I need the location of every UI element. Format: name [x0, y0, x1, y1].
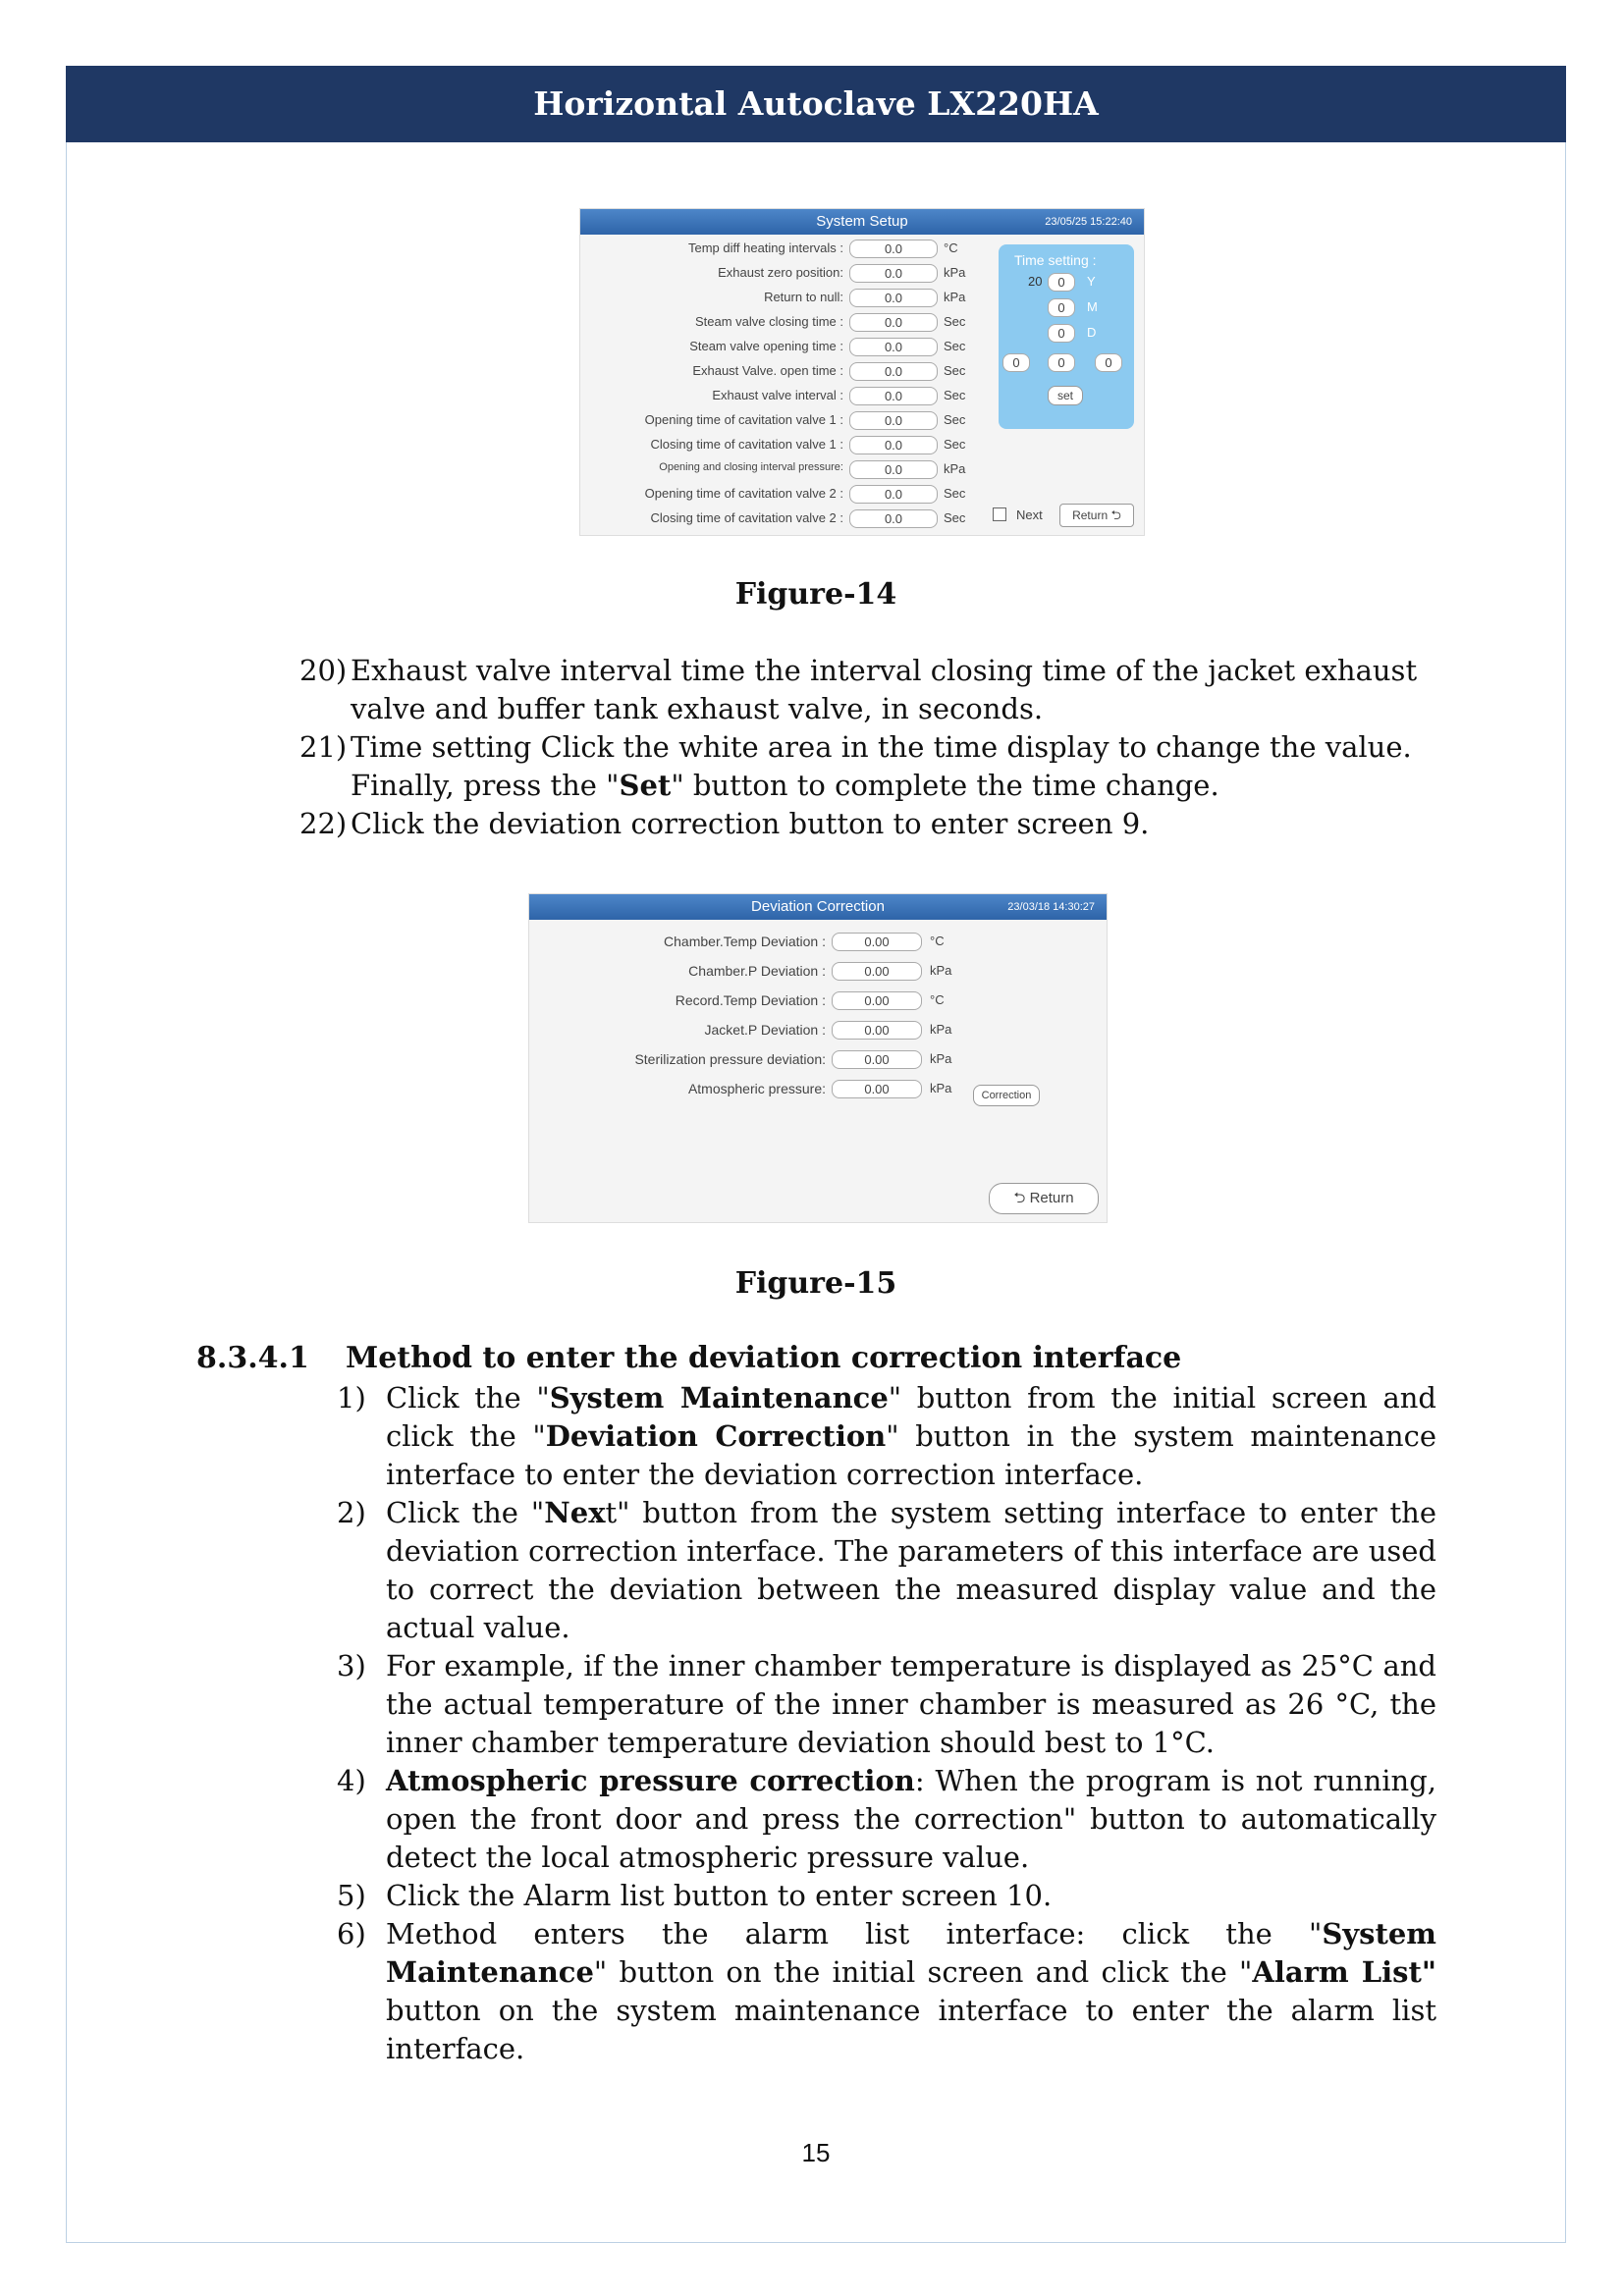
setting-value-field[interactable]: 0.0 [849, 240, 938, 258]
figure-14-caption: Figure-14 [734, 577, 897, 612]
screen-datetime: 23/05/25 15:22:40 [1045, 216, 1132, 228]
item-number: 22) [299, 807, 348, 840]
item-text: Click the deviation correction button to enter screen 9. [351, 807, 1150, 840]
setting-unit: Sec [944, 339, 966, 353]
deviation-unit: kPa [930, 963, 952, 978]
list-item [337, 1762, 1436, 1877]
item-number: 21) [299, 730, 348, 764]
setting-unit: Sec [944, 314, 966, 329]
deviation-label: Atmospheric pressure: [687, 1081, 826, 1096]
section-number: 8.3.4.1 [196, 1341, 309, 1375]
return-arrow-icon: ⮌ [1110, 507, 1121, 522]
setting-value-field[interactable]: 0.0 [849, 485, 938, 504]
setting-label: Opening and closing interval pressure: [659, 461, 843, 473]
figure-15-caption: Figure-15 [734, 1266, 897, 1301]
item-number: 5) [337, 1879, 366, 1912]
item-number: 6) [337, 1917, 366, 1950]
setting-unit: Sec [944, 363, 966, 378]
item-number: 4) [337, 1764, 366, 1797]
return-arrow-icon: ⮌ [1013, 1190, 1026, 1206]
hour-field[interactable]: 0 [1002, 353, 1030, 372]
setting-value-field[interactable]: 0.0 [849, 362, 938, 381]
setting-value-field[interactable]: 0.0 [849, 289, 938, 307]
setting-label: Exhaust valve interval : [712, 388, 843, 402]
correction-button[interactable]: Correction [973, 1085, 1040, 1106]
item-text: Click the "System Maintenance" button from the initial screen and click the "Deviation Correction" button in the system maintenance interface to enter the deviation correction interface. [386, 1381, 1436, 1491]
list-item [337, 1494, 1436, 1647]
return-label: Return [1072, 508, 1109, 522]
item-number: 2) [337, 1496, 366, 1529]
paragraph-list-a [299, 652, 1438, 843]
setting-value-field[interactable]: 0.0 [849, 436, 938, 454]
day-label: D [1087, 325, 1097, 340]
setting-unit: Sec [944, 412, 966, 427]
setting-value-field[interactable]: 0.0 [849, 264, 938, 283]
deviation-label: Record.Temp Deviation : [675, 992, 826, 1008]
setting-label: Return to null: [764, 290, 843, 304]
item-text: Click the Alarm list button to enter screen 10. [386, 1879, 1053, 1912]
deviation-correction-screen [528, 893, 1108, 1223]
list-item [299, 652, 1438, 728]
screen-title: System Setup [816, 213, 908, 230]
item-text: Exhaust valve interval time the interval closing time of the jacket exhaust valve and buffer tank exhaust valve, in seconds. [351, 654, 1418, 725]
return-button[interactable] [989, 1183, 1099, 1214]
deviation-unit: kPa [930, 1081, 952, 1095]
deviation-label: Jacket.P Deviation : [704, 1022, 826, 1038]
month-label: M [1087, 299, 1098, 314]
deviation-unit: kPa [930, 1051, 952, 1066]
item-text: Method enters the alarm list interface: click the "System Maintenance" button on the initial screen and click the "Alarm List" button on the system maintenance interface to enter the alarm list interface. [386, 1917, 1436, 2065]
year-prefix: 20 [1028, 274, 1043, 289]
system-setup-screen [579, 208, 1145, 536]
list-item [299, 805, 1438, 843]
deviation-label: Chamber.P Deviation : [688, 963, 826, 979]
list-item [337, 1647, 1436, 1762]
screen-title: Deviation Correction [751, 898, 885, 915]
deviation-label: Sterilization pressure deviation: [634, 1051, 826, 1067]
setting-value-field[interactable]: 0.0 [849, 387, 938, 405]
setting-unit: kPa [944, 290, 966, 304]
set-button[interactable]: set [1048, 386, 1083, 405]
setting-label: Opening time of cavitation valve 2 : [644, 486, 843, 501]
deviation-unit: °C [930, 992, 945, 1007]
day-field[interactable]: 0 [1048, 324, 1075, 343]
item-text: Click the "Next" button from the system setting interface to enter the deviation correction interface. The parameters of this interface are used to correct the deviation between the measured display value and the actual value. [386, 1496, 1436, 1644]
screen-title-bar [529, 894, 1107, 920]
deviation-unit: kPa [930, 1022, 952, 1037]
screen-title-bar [580, 209, 1144, 235]
section-title: Method to enter the deviation correction interface [346, 1341, 1182, 1375]
setting-label: Closing time of cavitation valve 2 : [650, 510, 843, 525]
method-steps-list [337, 1379, 1436, 2068]
item-number: 3) [337, 1649, 366, 1682]
setting-label: Steam valve closing time : [694, 314, 843, 329]
setting-unit: Sec [944, 388, 966, 402]
setting-value-field[interactable]: 0.0 [849, 509, 938, 528]
deviation-value-field[interactable]: 0.00 [832, 933, 922, 951]
setting-value-field[interactable]: 0.0 [849, 338, 938, 356]
setting-value-field[interactable]: 0.0 [849, 313, 938, 332]
setting-value-field[interactable]: 0.0 [849, 411, 938, 430]
year-label: Y [1087, 274, 1096, 289]
deviation-unit: °C [930, 934, 945, 948]
month-field[interactable]: 0 [1048, 298, 1075, 317]
setting-label: Steam valve opening time : [689, 339, 843, 353]
setting-unit: kPa [944, 265, 966, 280]
list-item [337, 1877, 1436, 1915]
setting-label: Exhaust zero position: [718, 265, 843, 280]
setting-unit: Sec [944, 486, 966, 501]
item-number: 1) [337, 1381, 366, 1415]
setting-label: Opening time of cavitation valve 1 : [644, 412, 843, 427]
deviation-value-field[interactable]: 0.00 [832, 1050, 922, 1069]
item-text: Atmospheric pressure correction: When the program is not running, open the front door and press the correction" button to automatically detect the local atmospheric pressure value. [386, 1764, 1437, 1874]
page-number: 15 [801, 2138, 831, 2167]
item-text: Time setting Click the white area in the time display to change the value. Finally, press the "Set" button to complete the time change. [351, 730, 1412, 802]
setting-unit: Sec [944, 510, 966, 525]
deviation-value-field[interactable]: 0.00 [832, 991, 922, 1010]
setting-unit: °C [944, 240, 958, 255]
setting-label: Closing time of cavitation valve 1 : [650, 437, 843, 452]
edit-icon[interactable] [993, 507, 1006, 521]
setting-label: Exhaust Valve. open time : [692, 363, 843, 378]
item-text: For example, if the inner chamber temperature is displayed as 25°C and the actual temperature of the inner chamber is measured as 26 °C, the inner chamber temperature deviation should best to 1°C. [386, 1649, 1436, 1759]
setting-label: Temp diff heating intervals : [687, 240, 843, 255]
setting-value-field[interactable]: 0.0 [849, 460, 938, 479]
page-header: Horizontal Autoclave LX220HA [66, 66, 1566, 142]
section-heading [196, 1341, 1181, 1375]
screen-datetime: 23/03/18 14:30:27 [1007, 901, 1095, 913]
minute-field[interactable]: 0 [1048, 353, 1075, 372]
item-number: 20) [299, 654, 348, 687]
year-field[interactable]: 0 [1048, 273, 1075, 292]
setting-unit: Sec [944, 437, 966, 452]
list-item [299, 728, 1438, 805]
return-label: Return [1029, 1190, 1074, 1206]
list-item [337, 1915, 1436, 2068]
deviation-value-field[interactable]: 0.00 [832, 1080, 922, 1098]
time-setting-title: Time setting : [1014, 252, 1097, 268]
deviation-label: Chamber.Temp Deviation : [664, 934, 826, 949]
list-item [337, 1379, 1436, 1494]
time-setting-panel [999, 244, 1134, 429]
next-button[interactable]: Next [1016, 507, 1043, 522]
deviation-value-field[interactable]: 0.00 [832, 962, 922, 981]
deviation-value-field[interactable]: 0.00 [832, 1021, 922, 1040]
second-field[interactable]: 0 [1095, 353, 1122, 372]
return-button[interactable] [1059, 504, 1134, 527]
setting-unit: kPa [944, 461, 966, 476]
